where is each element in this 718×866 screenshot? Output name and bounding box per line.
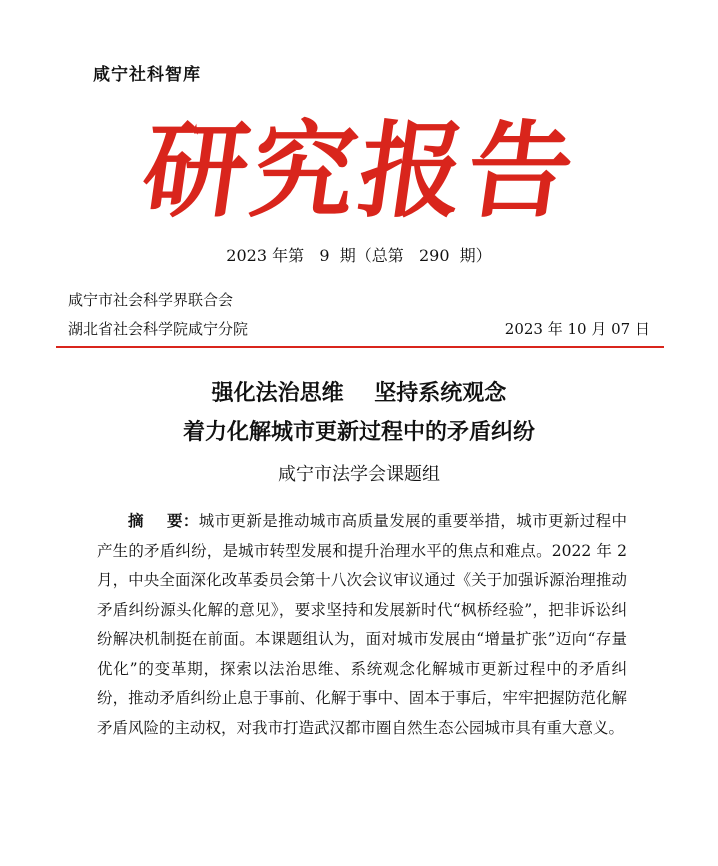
publish-date: 2023 年 10 月 07 日 bbox=[504, 320, 650, 338]
header-divider bbox=[56, 346, 664, 348]
abstract-label: 摘 要： bbox=[128, 512, 199, 530]
abstract-text: 城市更新是推动城市高质量发展的重要举措，城市更新过程中产生的矛盾纠纷，是城市转型发展和提升治理水平的焦点和难点。2022 年 2 月，中央全面深化改革委员会第十八次会议审议通过《关于加强诉源治理推动矛盾纠纷源头化解的意见》，要求坚持和发展新时代“枫桥经验”，把非诉讼纠纷解决机制挺在前面。本课题组认为，面对城市发展由“增量扩张”迈向“存量优化”的变革期，探索以法治思维、系统观念化解城市更新过程中的矛盾纠纷，推动矛盾纠纷止息于事前、化解于事中、固本于事后，牢牢把握防范化解矛盾风险的主动权，对我市打造武汉都市圈自然生态公园城市具有重大意义。 bbox=[97, 512, 627, 737]
abstract-paragraph bbox=[97, 507, 627, 743]
publisher-org-1: 咸宁市社会科学界联合会 bbox=[68, 291, 234, 309]
publisher-org-2: 湖北省社会科学院咸宁分院 bbox=[68, 320, 249, 338]
article-author: 咸宁市法学会课题组 bbox=[278, 464, 440, 485]
brand-name: 咸宁社科智库 bbox=[93, 65, 201, 85]
masthead-title: 研究报告 bbox=[135, 109, 585, 232]
issue-line: 2023 年第 9 期（总第 290 期） bbox=[226, 246, 492, 265]
article-title-line-1: 强化法治思维 坚持系统观念 bbox=[211, 380, 507, 406]
article-title-line-2: 着力化解城市更新过程中的矛盾纠纷 bbox=[182, 419, 535, 445]
